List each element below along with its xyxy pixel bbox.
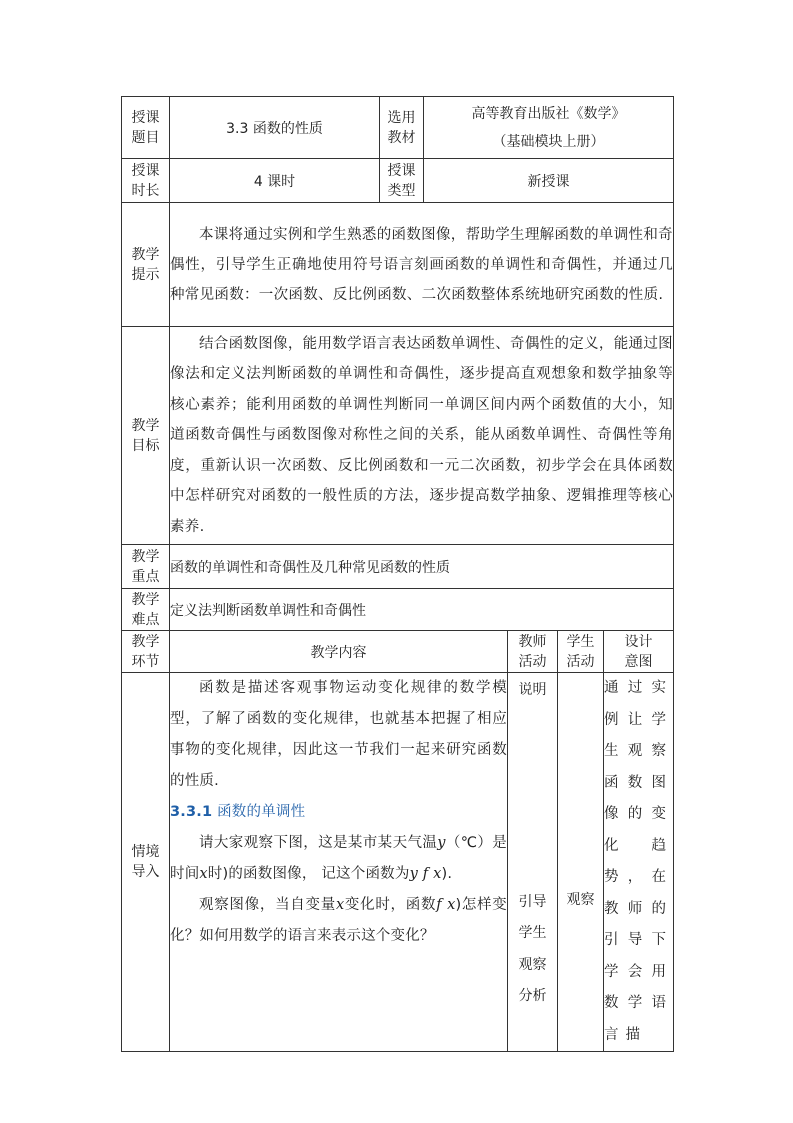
col-content-header: 教学内容 [170,631,508,673]
duration-label: 授课 时长 [122,159,170,203]
type-value: 新授课 [424,159,674,203]
duration-value: 4 课时 [170,159,380,203]
difficulties-label: 教学 难点 [122,589,170,631]
col-teacher-header: 教师 活动 [508,631,558,673]
design-intent: 通过实例让学生观察函数图像的变化趋势，在教师的引导下学会用数学语言描 [604,673,674,1052]
intro-stage-label: 情境 导入 [122,673,170,1052]
question-paragraph: 观察图像，当自变量x变化时，函数f x)怎样变化？如何用数学的语言来表示这个变化？ [170,897,507,944]
goals-text: 结合函数图像，能用数学语言表达函数单调性、奇偶性的定义，能通过图像法和定义法判断函数的单调性和奇偶性，逐步提高直观想象和数学抽象等核心素养；能利用函数的单调性判断同一单调区间内两个函数值的大小，知道函数奇偶性与函数图像对称性之间的关系，能从函数单调性、奇偶性等角度，重新认识一次函数、反比例函数和一元二次函数，初步学会在具体函数中怎样研究对函数的一般性质的方法，逐步提高数学抽象、逻辑推理等核心素养. [170,327,674,545]
student-activity: 观察 [558,673,604,1052]
col-stage-header: 教学 环节 [122,631,170,673]
goals-row [122,327,674,545]
tips-row [122,203,674,327]
goals-label: 教学 目标 [122,327,170,545]
topic-label: 授课 题目 [122,97,170,159]
difficulties-row [122,589,674,631]
topic-row [122,97,674,159]
col-design-header: 设计 意图 [604,631,674,673]
col-student-header: 学生 活动 [558,631,604,673]
teacher-activity: 说明 引导 学生 观察 分析 [508,673,558,1052]
difficulties-text: 定义法判断函数单调性和奇偶性 [170,589,674,631]
observe-paragraph: 请大家观察下图，这是某市某天气温y（℃）是时间x时)的函数图像， 记这个函数为y f x). [170,835,507,882]
duration-row [122,159,674,203]
textbook-label: 选用 教材 [380,97,424,159]
topic-value: 3.3 函数的性质 [170,97,380,159]
intro-content [170,673,508,1052]
section-heading: 3.3.1 函数的单调性 [170,804,306,820]
lesson-plan-table [121,96,674,1052]
key-points-label: 教学 重点 [122,545,170,589]
intro-row [122,673,674,1052]
key-points-text: 函数的单调性和奇偶性及几种常见函数的性质 [170,545,674,589]
intro-paragraph: 函数是描述客观事物运动变化规律的数学模型，了解了函数的变化规律，也就基本把握了相应事物的变化规律，因此这一节我们一起来研究函数的性质. [170,680,507,789]
type-label: 授课 类型 [380,159,424,203]
tips-text: 本课将通过实例和学生熟悉的函数图像，帮助学生理解函数的单调性和奇偶性，引导学生正确地使用符号语言刻画函数的单调性和奇偶性，并通过几种常见函数：一次函数、反比例函数、二次函数整体系统地研究函数的性质. [170,203,674,327]
textbook-value: 高等教育出版社《数学》 （基础模块上册） [424,97,674,159]
columns-header-row [122,631,674,673]
key-points-row [122,545,674,589]
tips-label: 教学 提示 [122,203,170,327]
